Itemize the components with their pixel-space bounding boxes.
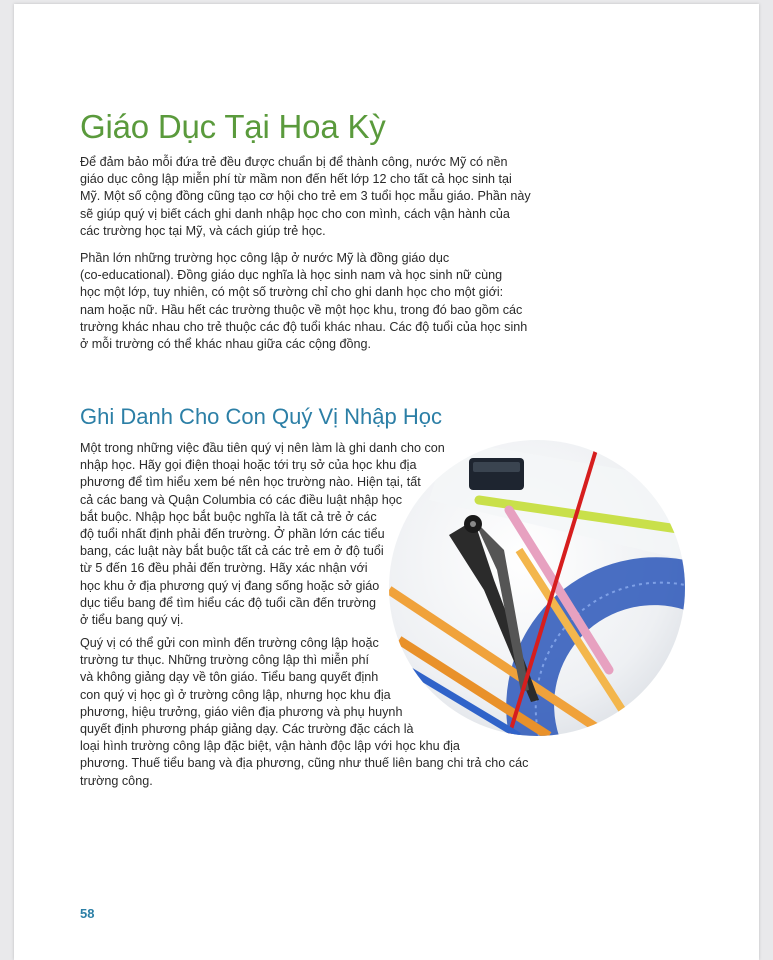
text-line: ở mỗi trường có thể khác nhau giữa các cộng đồng. (80, 337, 372, 352)
text-line: giáo dục công lập miễn phí từ mầm non đến hết lớp 12 cho tất cả học sinh tại (80, 172, 512, 187)
text-line: phương để tìm hiểu xem bé nên học trường nào. Hiện tại, tất (80, 475, 421, 490)
text-line: học khu ở địa phương quý vị đang sống hoặc sở giáo (80, 578, 380, 593)
text-line: nam hoặc nữ. Hầu hết các trường thuộc về một học khu, trong đó bao gồm các (80, 302, 523, 317)
text-line: trường tư thục. Những trường công lập thì miễn phí (80, 653, 369, 668)
text-line: trường công. (80, 773, 153, 788)
text-line: quyết định phương pháp giảng dạy. Các trường đặc cách là (80, 722, 414, 737)
intro-paragraph (80, 154, 531, 240)
text-line: Để đảm bảo mỗi đứa trẻ đều được chuẩn bị để thành công, nước Mỹ có nền (80, 155, 508, 169)
text-line: phương. Thuế tiểu bang và địa phương, cũng như thuế liên bang chi trả cho các (80, 756, 529, 771)
text-line: độ tuổi nhất định phải đến trường. Ở phần lớn các tiểu (80, 527, 385, 542)
page-number: 58 (80, 906, 95, 921)
text-line: dục tiểu bang để tìm hiểu các độ tuổi cần đến trường (80, 595, 377, 610)
text-line: nhập học. Hãy gọi điện thoại hoặc tới trụ sở của học khu địa (80, 458, 417, 473)
document-page (14, 4, 759, 960)
enrollment-paragraph (80, 440, 445, 629)
section-heading: Ghi Danh Cho Con Quý Vị Nhập Học (80, 404, 442, 429)
text-line: Phần lớn những trường học công lập ở nước Mỹ là đồng giáo dục (80, 251, 450, 265)
text-line: trường khác nhau cho trẻ thuộc các độ tuổi khác nhau. Các độ tuổi của học sinh (80, 319, 528, 334)
school-supplies-photo (389, 440, 685, 736)
text-line: bang, các luật này bắt buộc tất cả các trẻ em ở độ tuổi (80, 544, 384, 559)
text-line: Quý vị có thể gửi con mình đến trường công lập hoặc (80, 636, 379, 650)
text-line: và không giảng dạy về tôn giáo. Tiểu bang quyết định (80, 670, 379, 685)
text-line: Một trong những việc đầu tiên quý vị nên làm là ghi danh cho con (80, 441, 445, 455)
text-line: ở tiểu bang quý vị. (80, 613, 184, 628)
text-line: con quý vị học gì ở trường công lập, nhưng học khu địa (80, 687, 391, 702)
text-line: phương, hiệu trưởng, giáo viên địa phương và phụ huynh (80, 704, 403, 719)
text-line: sẽ giúp quý vị biết cách ghi danh nhập học cho con mình, cách vận hành của (80, 206, 510, 221)
text-line: từ 5 đến 16 đều phải đến trường. Hãy xác nhận với (80, 561, 368, 576)
text-line: các trường học tại Mỹ, và cách giúp trẻ học. (80, 223, 326, 238)
coeducation-paragraph (80, 250, 528, 353)
text-line: bắt buộc. Nhập học bắt buộc nghĩa là tất cả trẻ ở các (80, 509, 377, 524)
text-line: Mỹ. Một số cộng đồng cũng tạo cơ hội cho trẻ em 3 tuổi học mẫu giáo. Phần này (80, 189, 531, 204)
text-line: cả các bang và Quận Columbia có các điều luật nhập học (80, 492, 403, 507)
text-line: (co-educational). Đồng giáo dục nghĩa là học sinh nam và học sinh nữ cùng (80, 268, 503, 283)
text-line: học một lớp, tuy nhiên, có một số trường chỉ cho ghi danh học cho một giới: (80, 285, 504, 300)
text-line: loại hình trường công lập đặc biệt, vận hành độc lập với học khu địa (80, 739, 460, 754)
page-title: Giáo Dục Tại Hoa Kỳ (80, 108, 386, 145)
